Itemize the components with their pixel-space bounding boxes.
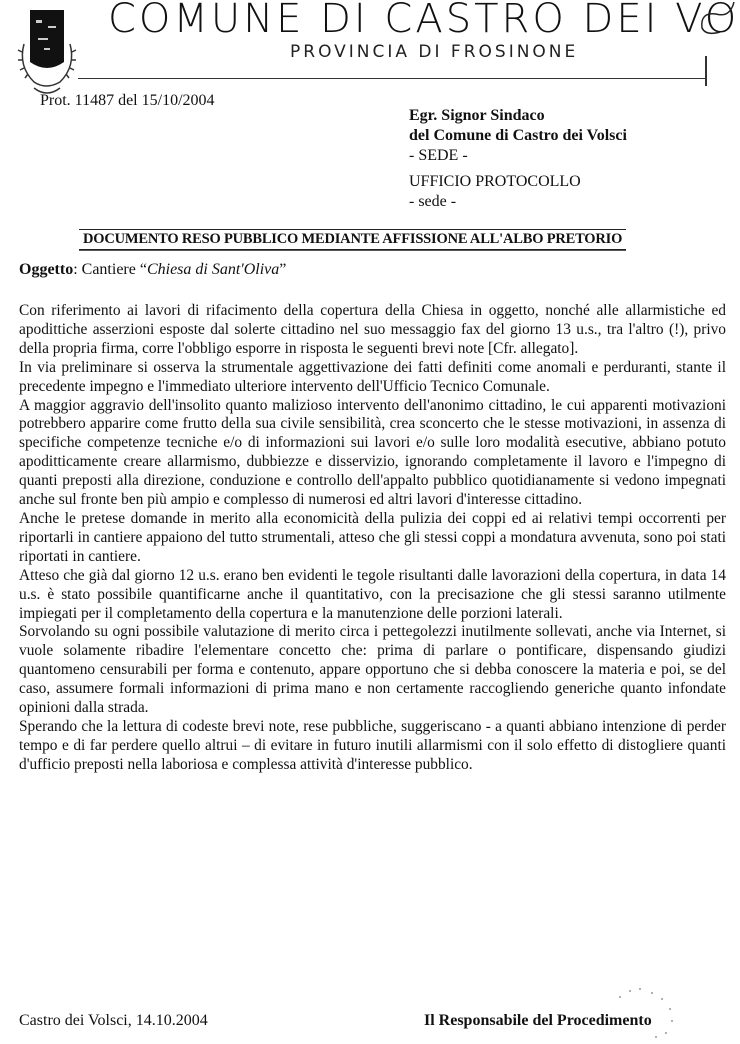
letter-body (19, 302, 726, 775)
scan-edge-curl-icon (680, 0, 740, 40)
paragraph: Atteso che già dal giorno 12 u.s. erano ben evidenti le tegole risultanti dalle lavorazioni della copertura, in data 14 u.s. è stato possibile quantificarne anche il quantitativo, con la precisazione che gli stessi saranno utilmente impiegati per il completamento della copertura e la manutenzione delle porzioni laterali. (19, 566, 726, 622)
subject-suffix: ” (279, 261, 287, 278)
paragraph: Anche le pretese domande in merito alla economicità della pulizia dei coppi ed ai relativi tempi occorrenti per riportarli in cantiere appaiono del tutto strumentali, atteso che gli stessi coppi a mondatura avvenuta, sono poi stati riportati in cantiere. (19, 509, 726, 565)
paragraph: A maggior aggravio dell'insolito quanto malizioso intervento dell'anonimo cittadino, le cui apparenti motivazioni potrebbero apparire come frutto della sua civile sensibilità, crea sconcerto che le stesse motivazioni, in assenza di specifiche competenze tecniche e/o di informazioni sui lavori e/o sulle loro modalità esecutive, abbiano potuto apoditticamente creare allarmismo, dubbiezze e disservizio, ignorando completamente il lavoro e l'impegno di quanti preposti alla direzione, conduzione e controllo dell'appalto pubblico quotidianamente si vedono impegnati anche sul fronte ben più ampio e complesso di numerosi ed altri lavori d'interesse cittadino. (19, 396, 726, 509)
paragraph: Sperando che la lettura di codeste brevi note, rese pubbliche, suggeriscano - a quanti abbiano intenzione di perder tempo e di far perdere quello altrui – di evitare in futuro inutili allarmismi con il solo effetto di distogliere quanti d'ufficio preposti nella laboriosa e complessa attività d'interesse pubblico. (19, 717, 726, 773)
subject-label: Oggetto (19, 261, 74, 278)
edge-mark (705, 56, 707, 86)
subject-title: Chiesa di Sant'Oliva (146, 261, 280, 278)
public-notice-banner: DOCUMENTO RESO PUBBLICO MEDIANTE AFFISSIONE ALL'ALBO PRETORIO (79, 229, 626, 250)
paragraph: In via preliminare si osserva la strumentale aggettivazione dei fatti definiti come anomali e perduranti, stante il precedente impegno e l'immediato ulteriore intervento dell'Ufficio Tecnico Comunale. (19, 358, 726, 395)
recipient-line: del Comune di Castro dei Volsci (409, 127, 627, 144)
recipient-line: - sede - (409, 193, 457, 210)
paragraph: Con riferimento ai lavori di rifacimento della copertura della Chiesa in oggetto, nonché alle allarmistiche ed apodittiche asserzioni esposte dal solerte cittadino nel suo messaggio fax del giorno 13 u.s., tra l'altro (!), privo della propria firma, corre l'obbligo esporre in risposta le seguenti brevi note [Cfr. allegato]. (19, 302, 726, 357)
coat-of-arms-icon (16, 4, 78, 100)
subject-line (19, 261, 286, 279)
stamp-dots-icon (600, 985, 690, 1040)
paragraph: Sorvolando su ogni possibile valutazione di merito circa i pettegolezzi inutilmente sollevati, anche via Internet, si vuole solamente ribadire l'elementare concetto che: prima di parlare o pontificare, dispensando giudizi quantomeno censurabili per forma e contenuto, appare opportuno che si debba conoscere la materia e poi, se del caso, assumere formali informazioni di prima mano e non certamente raccogliendo generiche quanto infondate opinioni dalla strada. (19, 623, 726, 717)
signatory-role: Il Responsabile del Procedimento (424, 1012, 652, 1029)
province-subtitle: PROVINCIA DI FROSINONE (290, 42, 579, 62)
recipient-line: - SEDE - (409, 147, 468, 164)
subject-prefix: : Cantiere “ (73, 261, 147, 278)
recipient-line: Egr. Signor Sindaco (409, 107, 545, 124)
place-and-date: Castro dei Volsci, 14.10.2004 (19, 1012, 208, 1029)
recipient-line: UFFICIO PROTOCOLLO (409, 173, 581, 190)
recipient-block (409, 106, 627, 212)
header-divider (78, 78, 706, 79)
municipality-title: COMUNE DI CASTRO DEI VO (108, 0, 740, 42)
protocol-number: Prot. 11487 del 15/10/2004 (40, 92, 215, 109)
